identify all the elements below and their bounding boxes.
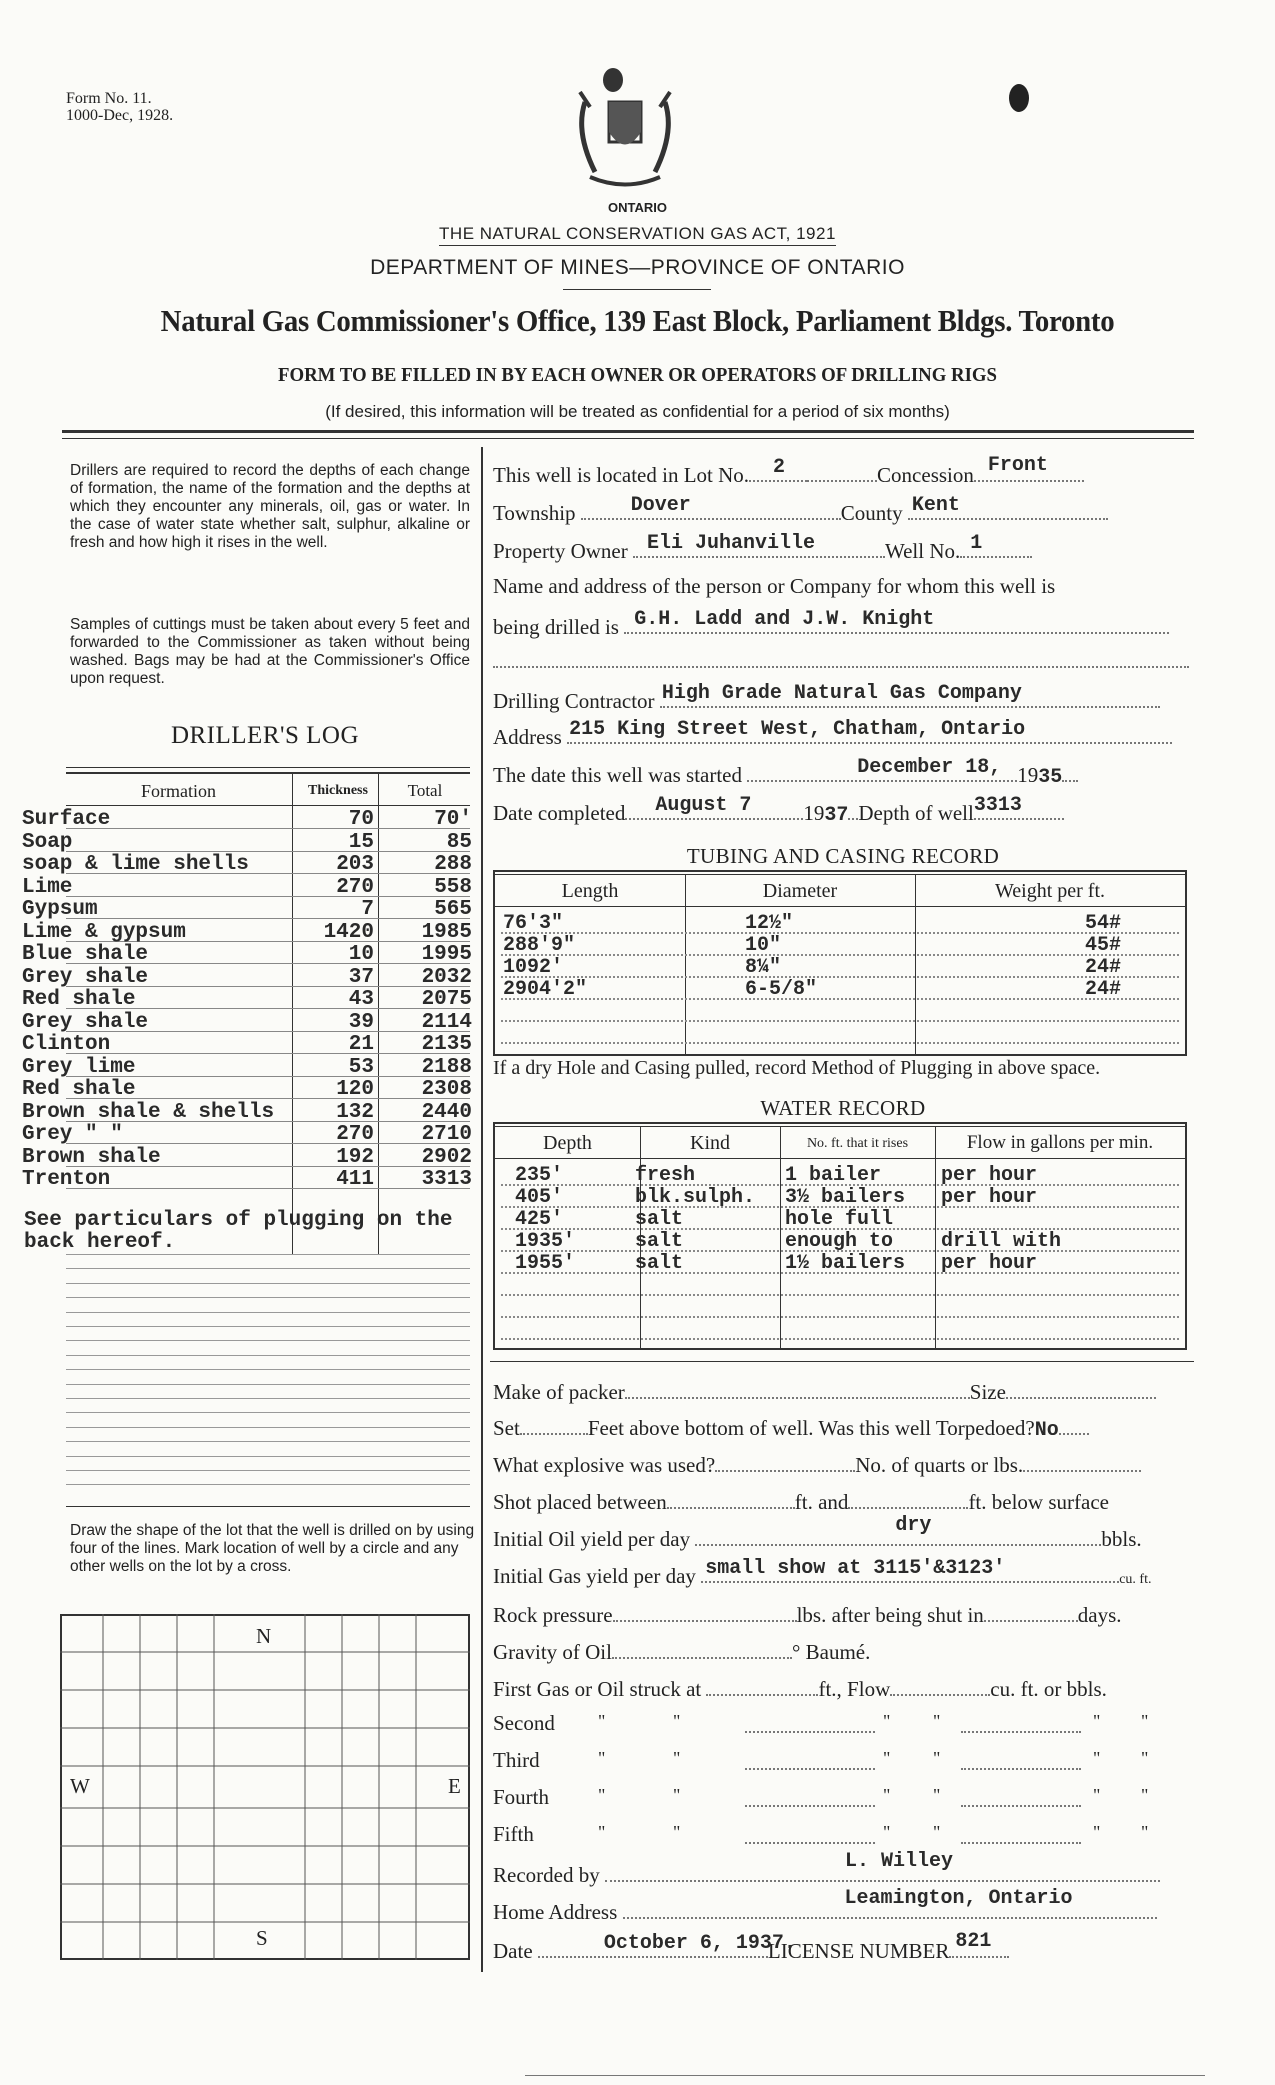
set-line [493, 1413, 1193, 1442]
ft-and-label: ft. and [794, 1490, 849, 1514]
set-label: Set [493, 1416, 520, 1440]
water-table [493, 1122, 1187, 1350]
township-value[interactable]: Dover [630, 494, 691, 517]
compass-south: S [256, 1926, 268, 1950]
log-thickness: 411 [336, 1168, 374, 1191]
ditto-mark: " [1093, 1711, 1101, 1731]
water-depth: 1955' [515, 1252, 576, 1275]
completed-label: Date completed [493, 801, 626, 825]
log-header-thickness: Thickness [308, 783, 368, 798]
ditto-mark: " [598, 1748, 606, 1768]
home-line [493, 1887, 1193, 1925]
packer-line [493, 1377, 1193, 1405]
ditto-mark: " [933, 1822, 941, 1842]
department: DEPARTMENT OF MINES—PROVINCE OF ONTARIO [370, 256, 905, 279]
casing-diameter: 12½" [745, 912, 794, 935]
casing-title: TUBING AND CASING RECORD [686, 844, 1000, 868]
water-rises: hole full [785, 1208, 894, 1231]
contractor-label: Drilling Contractor [493, 689, 655, 713]
well-no-value[interactable]: 1 [970, 532, 983, 555]
compass-east: E [448, 1774, 461, 1798]
explosive-line [493, 1450, 1193, 1478]
log-thickness: 43 [348, 988, 374, 1011]
home-label: Home Address [493, 1900, 618, 1924]
concession-value[interactable]: Front [987, 454, 1048, 477]
log-thickness: 70 [348, 808, 374, 831]
water-flow: per hour [941, 1164, 1038, 1187]
contractor-value[interactable]: High Grade Natural Gas Company [661, 682, 1022, 705]
started-line [493, 756, 1193, 789]
driller-instructions: Drillers are required to record the depths of each change of formation, the name of the formation and the depths at which they encounter any minerals, oil, gas or water. In the case of water state whether salt, sulphur, alkaline or fresh and how high it rises in the well. [70, 462, 470, 551]
office-title: Natural Gas Commissioner's Office, 139 East Block, Parliament Bldgs. Toronto [160, 303, 1115, 338]
township-line [493, 494, 1193, 526]
ft-flow-label: ft., Flow [818, 1677, 891, 1701]
ditto-mark: " [598, 1711, 606, 1731]
drilled-for-label: being drilled is [493, 615, 619, 639]
water-title: WATER RECORD [760, 1096, 926, 1120]
water-kind: salt [635, 1230, 684, 1253]
log-total: 1995 [421, 943, 472, 966]
ditto-mark: " [1093, 1822, 1101, 1842]
size-label: Size [969, 1380, 1006, 1404]
county-value[interactable]: Kent [911, 494, 960, 517]
log-total: 2710 [421, 1123, 472, 1146]
log-total: 2902 [421, 1145, 472, 1169]
log-formation: Grey lime [22, 1055, 136, 1079]
ditto-mark: " [673, 1748, 681, 1768]
lot-grid [60, 1614, 470, 1960]
log-formation: Grey shale [22, 965, 149, 989]
depth-label: Depth of well [858, 801, 974, 825]
ditto-mark: " [883, 1785, 891, 1805]
recorded-value[interactable]: L. Willey [844, 1850, 953, 1873]
recorded-label: Recorded by [493, 1863, 600, 1887]
casing-weight: 24# [1085, 956, 1122, 979]
cuft-label: cu. ft. or bbls. [990, 1677, 1107, 1701]
casing-length: 288'9" [503, 934, 576, 957]
quarts-label: No. of quarts or lbs. [855, 1453, 1024, 1477]
ditto-mark: " [883, 1711, 891, 1731]
act-title: THE NATURAL CONSERVATION GAS ACT, 1921 [439, 224, 836, 246]
log-formation: Blue shale [22, 943, 149, 966]
started-year-prefix: 19 [1017, 763, 1039, 787]
water-rises: 3½ bailers [785, 1186, 906, 1209]
log-formation: soap & lime shells [22, 853, 249, 876]
oil-line [493, 1514, 1193, 1552]
owner-value[interactable]: Eli Juhanville [646, 532, 815, 555]
log-title: DRILLER'S LOG [170, 722, 360, 749]
home-value[interactable]: Leamington, Ontario [844, 1887, 1073, 1910]
casing-weight: 24# [1085, 978, 1122, 1001]
casing-header-length: Length [561, 880, 619, 902]
ditto-mark: " [1093, 1785, 1101, 1805]
log-thickness: 37 [348, 965, 374, 989]
log-note: See particulars of plugging on the back hereof. [24, 1209, 453, 1254]
log-total: 1985 [421, 920, 472, 944]
for-whom-label: Name and address of the person or Company for whom this well is [493, 574, 1056, 598]
log-thickness: 132 [336, 1100, 374, 1124]
log-thickness: 270 [336, 1123, 374, 1146]
baume-label: ° Baumé. [791, 1640, 871, 1664]
log-thickness: 7 [361, 898, 374, 921]
struck-label: Fourth [493, 1785, 550, 1809]
water-header-depth: Depth [543, 1132, 592, 1154]
log-total: 2308 [421, 1078, 472, 1101]
contractor-line [493, 682, 1193, 714]
water-depth: 1935' [515, 1230, 576, 1253]
ditto-mark: " [1141, 1711, 1149, 1731]
completed-year[interactable]: 37 [824, 804, 849, 827]
log-formation: Trenton [22, 1168, 111, 1191]
township-label: Township [493, 501, 576, 525]
explosive-label: What explosive was used? [493, 1453, 716, 1477]
water-rises: 1½ bailers [785, 1252, 906, 1275]
log-thickness: 203 [336, 853, 374, 876]
casing-diameter: 6-5/8" [745, 978, 818, 1001]
casing-table [493, 870, 1187, 1056]
drilled-for-value[interactable]: G.H. Ladd and J.W. Knight [634, 608, 935, 631]
log-total: 288 [434, 853, 472, 876]
started-label: The date this well was started [493, 763, 743, 787]
log-formation: Gypsum [22, 898, 98, 921]
started-year[interactable]: 35 [1038, 766, 1063, 789]
address-label: Address [493, 725, 562, 749]
compass-west: W [70, 1774, 90, 1798]
ditto-mark: " [1141, 1822, 1149, 1842]
crest-label: ONTARIO [608, 200, 667, 215]
log-thickness: 53 [348, 1055, 374, 1079]
recorded-line [493, 1850, 1193, 1888]
completed-year-prefix: 19 [803, 801, 825, 825]
log-formation: Soap [22, 830, 73, 854]
ditto-mark: " [883, 1748, 891, 1768]
gas-value[interactable]: small show at 3115'&3123' [705, 1557, 1006, 1580]
bbls-label: bbls. [1101, 1527, 1142, 1551]
first-struck-line [493, 1674, 1193, 1702]
log-total: 2135 [421, 1033, 472, 1056]
address-line [493, 718, 1193, 750]
log-total: 70' [434, 808, 472, 831]
log-thickness: 15 [348, 830, 374, 854]
water-rises: enough to [785, 1230, 894, 1253]
log-total: 2440 [421, 1100, 472, 1124]
ditto-mark: " [673, 1711, 681, 1731]
date-label: Date [493, 1939, 533, 1963]
date-value[interactable]: October 6, 1937. [603, 1932, 796, 1955]
log-formation: Red shale [22, 988, 136, 1011]
below-surface-label: ft. below surface [968, 1490, 1109, 1514]
ink-blot-icon [1005, 80, 1035, 120]
lot-line [493, 454, 1193, 488]
log-thickness: 10 [348, 943, 374, 966]
owner-label: Property Owner [493, 539, 628, 563]
water-depth: 405' [515, 1186, 564, 1209]
casing-weight: 45# [1085, 934, 1122, 957]
gravity-label: Gravity of Oil [493, 1640, 612, 1664]
water-kind: fresh [635, 1164, 696, 1187]
concession-label: Concession [877, 463, 974, 487]
log-formation: Surface [22, 808, 111, 831]
log-formation: Grey shale [22, 1010, 149, 1034]
water-depth: 235' [515, 1164, 564, 1187]
ditto-mark: " [1141, 1748, 1149, 1768]
struck-label: Second [493, 1711, 555, 1735]
lot-value[interactable]: 2 [773, 456, 786, 479]
ditto-mark: " [933, 1785, 941, 1805]
casing-header-weight: Weight per ft. [994, 880, 1106, 902]
water-kind: salt [635, 1252, 684, 1275]
water-kind: blk.sulph. [635, 1186, 756, 1209]
casing-length: 1092' [503, 956, 564, 979]
days-label: days. [1077, 1603, 1122, 1627]
casing-length: 76'3" [503, 912, 564, 935]
log-total: 2188 [421, 1055, 472, 1079]
ditto-mark: " [883, 1822, 891, 1842]
ditto-mark: " [933, 1748, 941, 1768]
county-label: County [840, 501, 903, 525]
lot-instructions: Draw the shape of the lot that the well is drilled on by using four of the lines. Mark location of well by a circle and any other wells on the lot by a cross. [70, 1522, 475, 1575]
lot-label: This well is located in Lot No. [493, 463, 750, 487]
compass-north: N [256, 1624, 272, 1648]
drilled-for-line [493, 608, 1193, 640]
water-flow: per hour [941, 1252, 1038, 1275]
log-formation: Red shale [22, 1078, 136, 1101]
sample-instructions: Samples of cuttings must be taken about every 5 feet and forwarded to the Commissioner as taken without being washed. Bags may be had at the Commissioner's Office upon request. [70, 616, 470, 687]
log-total: 558 [434, 875, 472, 899]
water-kind: salt [635, 1208, 684, 1231]
log-formation: Brown shale & shells [22, 1100, 275, 1124]
shot-label: Shot placed between [493, 1490, 667, 1514]
log-thickness: 1420 [323, 920, 374, 944]
gas-label: Initial Gas yield per day [493, 1564, 696, 1588]
casing-length: 2904'2" [503, 978, 588, 1001]
log-header-formation: Formation [141, 781, 216, 801]
struck-label: Fifth [493, 1822, 534, 1846]
log-thickness: 39 [348, 1010, 374, 1034]
log-total: 85 [446, 830, 472, 854]
gas-unit: cu. ft. [1119, 1572, 1152, 1587]
lbs-after-label: lbs. after being shut in [796, 1603, 984, 1627]
feet-above-label: Feet above bottom of well. Was this well Torpedoed? [587, 1416, 1035, 1440]
owner-line [493, 532, 1193, 564]
log-total: 3313 [421, 1168, 472, 1191]
completed-value[interactable]: August 7 [655, 794, 752, 817]
water-flow: drill with [941, 1230, 1062, 1253]
oil-value[interactable]: dry [895, 1514, 932, 1537]
ditto-mark: " [673, 1785, 681, 1805]
water-header-rises: No. ft. that it rises [806, 1136, 909, 1151]
completed-line [493, 794, 1193, 827]
casing-header-diameter: Diameter [762, 880, 838, 902]
log-formation: Clinton [22, 1033, 111, 1056]
casing-diameter: 10" [745, 934, 782, 957]
ditto-mark: " [598, 1785, 606, 1805]
ditto-mark: " [673, 1822, 681, 1842]
log-formation: Grey " " [22, 1123, 123, 1146]
ditto-mark: " [1093, 1748, 1101, 1768]
dry-hole-text: If a dry Hole and Casing pulled, record Method of Plugging in above space. [493, 1057, 1101, 1079]
packer-label: Make of packer [493, 1380, 625, 1404]
rock-line [493, 1600, 1193, 1628]
log-formation: Brown shale [22, 1145, 161, 1169]
log-thickness: 192 [336, 1145, 374, 1169]
license-label: LICENSE NUMBER [767, 1939, 950, 1963]
date-line [493, 1930, 1193, 1964]
address-value[interactable]: 215 King Street West, Chatham, Ontario [569, 718, 1026, 741]
license-value[interactable]: 821 [955, 1930, 992, 1953]
form-number: Form No. 11. [66, 90, 152, 107]
well-no-label: Well No. [884, 539, 961, 563]
ontario-crest-icon [565, 62, 685, 202]
log-total: 2075 [421, 988, 472, 1011]
form-date: 1000-Dec, 1928. [66, 107, 174, 124]
log-total: 2114 [421, 1010, 472, 1034]
log-total: 565 [434, 898, 472, 921]
ditto-mark: " [1141, 1785, 1149, 1805]
water-depth: 425' [515, 1208, 564, 1231]
gravity-line [493, 1637, 1193, 1665]
water-header-kind: Kind [690, 1132, 730, 1154]
torpedoed-value[interactable]: No [1034, 1419, 1059, 1442]
water-header-flow: Flow in gallons per min. [966, 1132, 1154, 1153]
water-rises: 1 bailer [785, 1164, 882, 1187]
log-formation: Lime & gypsum [22, 920, 186, 944]
ditto-mark: " [598, 1822, 606, 1842]
ditto-mark: " [933, 1711, 941, 1731]
oil-label: Initial Oil yield per day [493, 1527, 691, 1551]
gas-line [493, 1557, 1193, 1589]
shot-line [493, 1487, 1193, 1515]
log-thickness: 270 [336, 875, 374, 899]
rock-label: Rock pressure [493, 1603, 613, 1627]
casing-weight: 54# [1085, 912, 1122, 935]
form-heading: FORM TO BE FILLED IN BY EACH OWNER OR OPERATORS OF DRILLING RIGS [277, 364, 998, 386]
log-thickness: 120 [336, 1078, 374, 1101]
log-thickness: 21 [348, 1033, 374, 1056]
depth-value[interactable]: 3313 [973, 794, 1022, 817]
casing-diameter: 8¼" [745, 956, 782, 979]
water-flow: per hour [941, 1186, 1038, 1209]
started-value[interactable]: December 18, [857, 756, 1002, 779]
log-header-total: Total [407, 781, 443, 800]
struck-label: Third [493, 1748, 540, 1772]
log-total: 2032 [421, 965, 472, 989]
first-struck-label: First Gas or Oil struck at [493, 1677, 702, 1701]
confidential-note: (If desired, this information will be treated as confidential for a period of six months) [325, 402, 950, 421]
log-formation: Lime [22, 875, 73, 899]
